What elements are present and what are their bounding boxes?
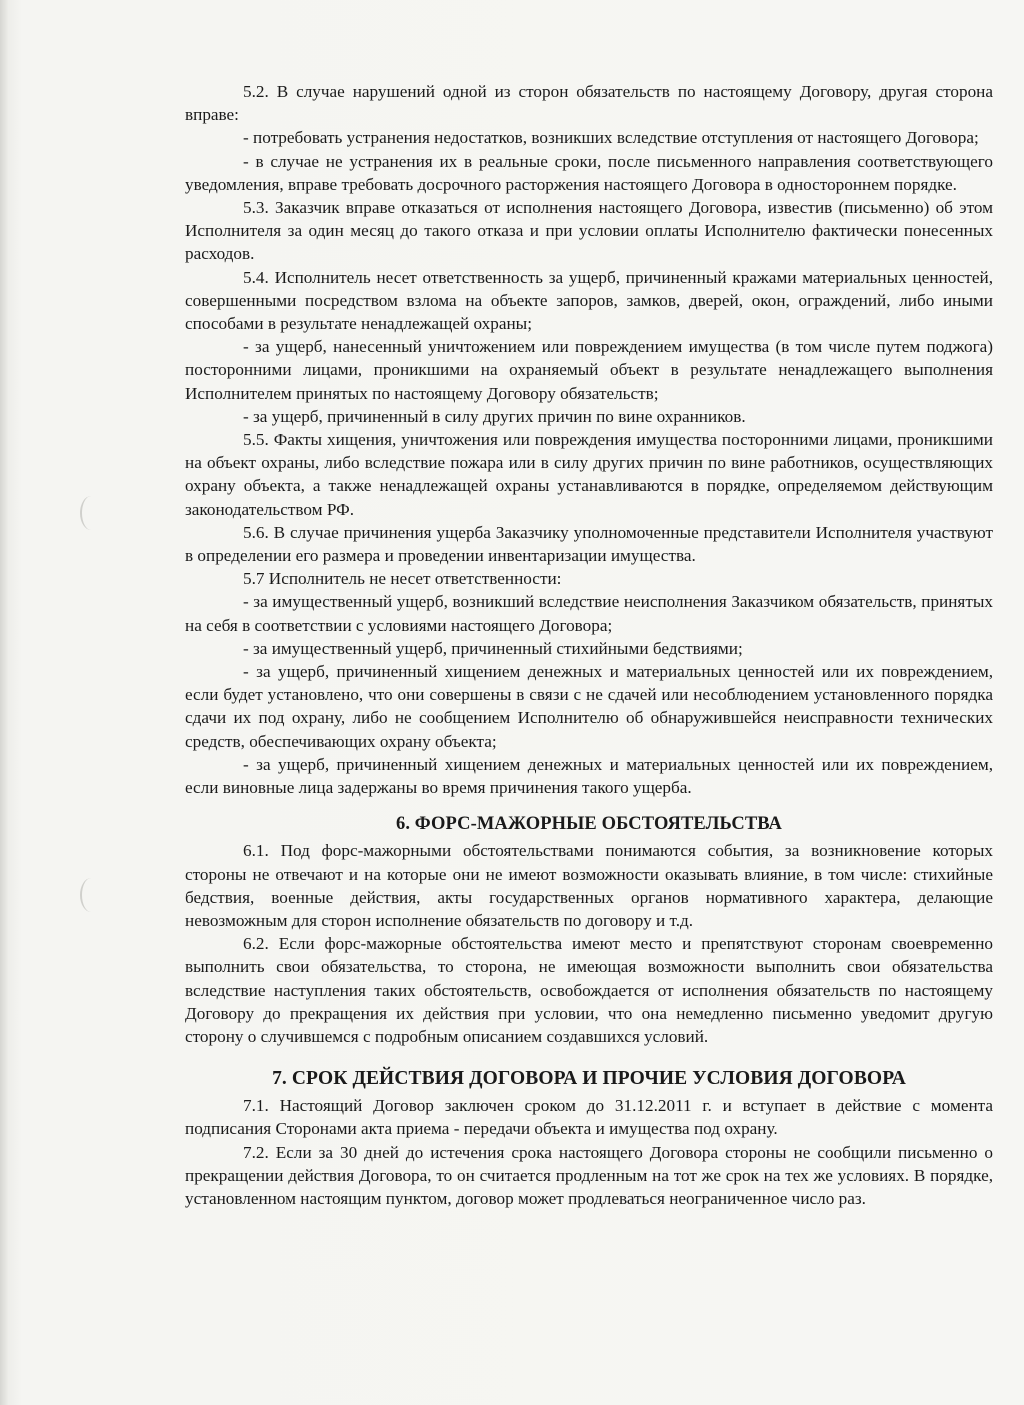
document-body [185, 80, 993, 1210]
clause-6-2: 6.2. Если форс-мажорные обстоятельства имеют место и препятствуют сторонам своевременно выполнить свои обязательства, то сторона, не имеющая возможности выполнить свои обязательства вследствие наступления таких обстоятельств, освобождается от исполнения обязательств по настоящему Договору до прекращения их действия при условии, что она немедленно письменно уведомит другую сторону о случившемся с подробным описанием создавшихся условий. [185, 934, 993, 1046]
clause-5-2-item-2: - в случае не устранения их в реальные сроки, после письменного направления соответствующего уведомления, вправе требовать досрочного расторжения настоящего Договора в одностороннем порядке. [185, 151, 993, 194]
paper-edge [0, 0, 8, 1405]
punch-hole-bottom [80, 878, 102, 912]
clause-5-7-item-3: - за ущерб, причиненный хищением денежных и материальных ценностей или их повреждением, если будет установлено, что они совершены в связи с не сдачей или несоблюдением установленного порядка сдачи их под охрану, либо не сообщением Исполнителю об обнаружившейся неисправности технических средств, обеспечивающих охрану объекта; [185, 662, 993, 751]
clause-5-7-item-4: - за ущерб, причиненный хищением денежных и материальных ценностей или их повреждением, если виновные лица задержаны во время причинения такого ущерба. [185, 754, 993, 798]
section-6-heading: 6. ФОРС-МАЖОРНЫЕ ОБСТОЯТЕЛЬСТВА [395, 814, 783, 835]
clause-5-2: 5.2. В случае нарушений одной из сторон обязательств по настоящему Договору, другая сторона вправе: [185, 82, 993, 125]
clause-5-7: 5.7 Исполнитель не несет ответственности: [243, 569, 562, 589]
clause-5-2-item-1: - потребовать устранения недостатков, возникших вследствие отступления от настоящего Договора; [243, 128, 979, 148]
clause-5-5: 5.5. Факты хищения, уничтожения или повреждения имущества посторонними лицами, проникшими на объект охраны, либо вследствие пожара или в силу других причин по вине работников, осуществляющих охрану объекта, а также ненадлежащей охраны устанавливаются в порядке, определяемом действующим законодательством РФ. [185, 430, 993, 519]
clause-5-4-item-2: - за ущерб, причиненный в силу других причин по вине охранников. [243, 406, 746, 426]
punch-hole-top [80, 496, 102, 530]
clause-5-4-item-1: - за ущерб, нанесенный уничтожением или повреждением имущества (в том числе путем поджога) посторонними лицами, проникшими на охраняемый объект в результате ненадлежащего выполнения Исполнителем принятых по настоящему Договору обязательств; [185, 337, 993, 403]
clause-5-7-item-2: - за имущественный ущерб, причиненный стихийными бедствиями; [243, 638, 743, 658]
clause-5-7-item-1: - за имущественный ущерб, возникший вследствие неисполнения Заказчиком обязательств, принятых на себя в соответствии с условиями настоящего Договора; [185, 592, 993, 635]
clause-7-2: 7.2. Если за 30 дней до истечения срока настоящего Договора стороны не сообщили письменно о прекращении действия Договора, то он считается продленным на тот же срок на тех же условиях. В порядке, установленном настоящим пунктом, договор может продлеваться неограниченное число раз. [185, 1142, 993, 1208]
clause-6-1: 6.1. Под форс-мажорными обстоятельствами понимаются события, за возникновение которых стороны не отвечают и на которые они не имеют возможности оказывать влияние, в том числе: стихийные бедствия, военные действия, акты государственных органов нормативного характера, делающие невозможным для сторон исполнение обязательств по договору и т.д. [185, 841, 993, 930]
clause-5-4: 5.4. Исполнитель несет ответственность за ущерб, причиненный кражами материальных ценностей, совершенными посредством взлома на объекте запоров, замков, дверей, окон, ограждений, либо иными способами в результате ненадлежащей охраны; [185, 267, 993, 334]
clause-5-6: 5.6. В случае причинения ущерба Заказчику уполномоченные представители Исполнителя участвуют в определении его размера и проведении инвентаризации имущества. [185, 522, 993, 566]
clause-5-3: 5.3. Заказчик вправе отказаться от исполнения настоящего Договора, известив (письменно) об этом Исполнителя за один месяц до такого отказа и при условии оплаты Исполнителю фактически понесенных расходов. [185, 198, 993, 264]
section-7-heading: 7. СРОК ДЕЙСТВИЯ ДОГОВОРА И ПРОЧИЕ УСЛОВИЯ ДОГОВОРА [272, 1068, 906, 1090]
clause-7-1: 7.1. Настоящий Договор заключен сроком до 31.12.2011 г. и вступает в действие с момента подписания Сторонами акта приема - передачи объекта и имущества под охрану. [185, 1096, 993, 1139]
